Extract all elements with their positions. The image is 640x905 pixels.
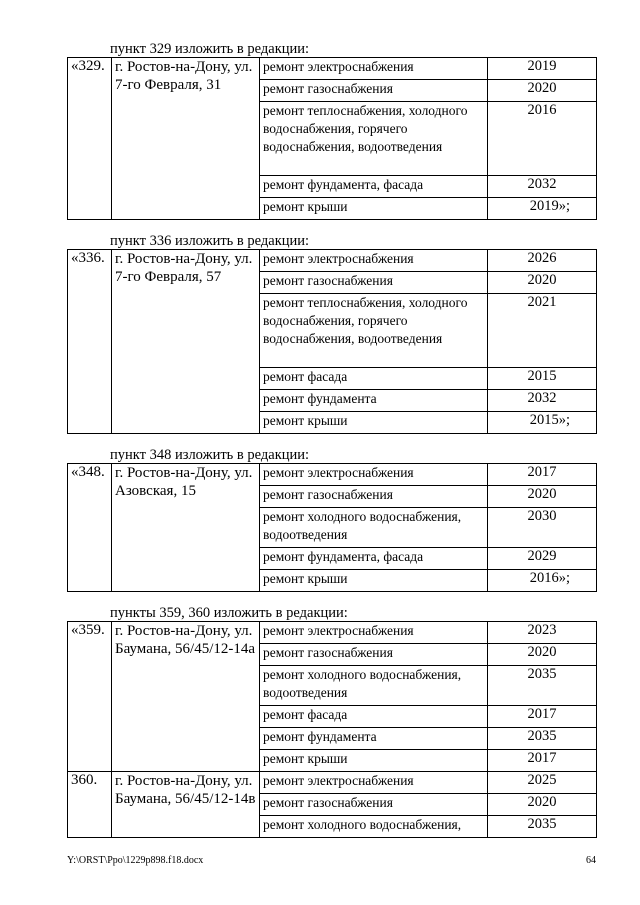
work-type-cell: ремонт теплоснабжения, холодного водоснабжения, горячего водоснабжения, водоотведения [260,102,488,176]
work-type-cell: ремонт фундамента [260,390,488,412]
year-cell: 2026 [488,250,597,272]
work-type-cell: ремонт холодного водоснабжения, [260,816,488,838]
item-number: «359. [68,622,112,772]
work-type-cell: ремонт газоснабжения [260,794,488,816]
work-type-cell: ремонт газоснабжения [260,644,488,666]
year-cell: 2016»; [488,570,597,592]
year-cell: 2017 [488,750,597,772]
year-cell: 2019»; [488,198,597,220]
item-number: 360. [68,772,112,838]
work-type-cell: ремонт электроснабжения [260,58,488,80]
footer-page-number: 64 [586,855,596,866]
work-type-cell: ремонт крыши [260,198,488,220]
year-cell: 2016 [488,102,597,176]
year-cell: 2020 [488,272,597,294]
year-cell: 2015»; [488,412,597,434]
work-type-cell: ремонт крыши [260,570,488,592]
work-type-cell: ремонт фундамента, фасада [260,548,488,570]
year-cell: 2015 [488,368,597,390]
year-cell: 2017 [488,706,597,728]
schedule-table [67,57,597,220]
year-cell: 2032 [488,390,597,412]
work-type-cell: ремонт фасада [260,706,488,728]
year-cell: 2021 [488,294,597,368]
year-cell: 2029 [488,548,597,570]
address-cell: г. Ростов-на-Дону, ул. 7-го Февраля, 57 [112,250,260,434]
address-cell: г. Ростов-на-Дону, ул. Азовская, 15 [112,464,260,592]
year-cell: 2025 [488,772,597,794]
work-type-cell: ремонт газоснабжения [260,486,488,508]
work-type-cell: ремонт электроснабжения [260,250,488,272]
work-type-cell: ремонт газоснабжения [260,80,488,102]
work-type-cell: ремонт газоснабжения [260,272,488,294]
year-cell: 2032 [488,176,597,198]
work-type-cell: ремонт крыши [260,750,488,772]
address-cell: г. Ростов-на-Дону, ул. Баумана, 56/45/12-14а [112,622,260,772]
work-type-cell: ремонт фундамента [260,728,488,750]
year-cell: 2023 [488,622,597,644]
section-title: пункт 336 изложить в редакции: [110,233,310,249]
year-cell: 2035 [488,728,597,750]
address-cell: г. Ростов-на-Дону, ул. Баумана, 56/45/12-14в [112,772,260,838]
work-type-cell: ремонт холодного водоснабжения, водоотведения [260,508,488,548]
address-cell: г. Ростов-на-Дону, ул. 7-го Февраля, 31 [112,58,260,220]
footer-file-path: Y:\ORST\Ppo\1229p898.f18.docx [67,855,204,866]
item-number: «348. [68,464,112,592]
year-cell: 2035 [488,816,597,838]
item-number: «336. [68,250,112,434]
work-type-cell: ремонт электроснабжения [260,772,488,794]
year-cell: 2030 [488,508,597,548]
work-type-cell: ремонт холодного водоснабжения, водоотведения [260,666,488,706]
year-cell: 2019 [488,58,597,80]
section-title: пункты 359, 360 изложить в редакции: [110,605,348,621]
work-type-cell: ремонт фасада [260,368,488,390]
year-cell: 2020 [488,644,597,666]
work-type-cell: ремонт электроснабжения [260,464,488,486]
year-cell: 2017 [488,464,597,486]
work-type-cell: ремонт электроснабжения [260,622,488,644]
schedule-table [67,621,597,838]
schedule-table [67,463,597,592]
work-type-cell: ремонт теплоснабжения, холодного водоснабжения, горячего водоснабжения, водоотведения [260,294,488,368]
work-type-cell: ремонт фундамента, фасада [260,176,488,198]
year-cell: 2020 [488,486,597,508]
schedule-table [67,249,597,434]
year-cell: 2020 [488,794,597,816]
year-cell: 2035 [488,666,597,706]
item-number: «329. [68,58,112,220]
section-title: пункт 329 изложить в редакции: [110,41,310,57]
work-type-cell: ремонт крыши [260,412,488,434]
year-cell: 2020 [488,80,597,102]
section-title: пункт 348 изложить в редакции: [110,447,310,463]
